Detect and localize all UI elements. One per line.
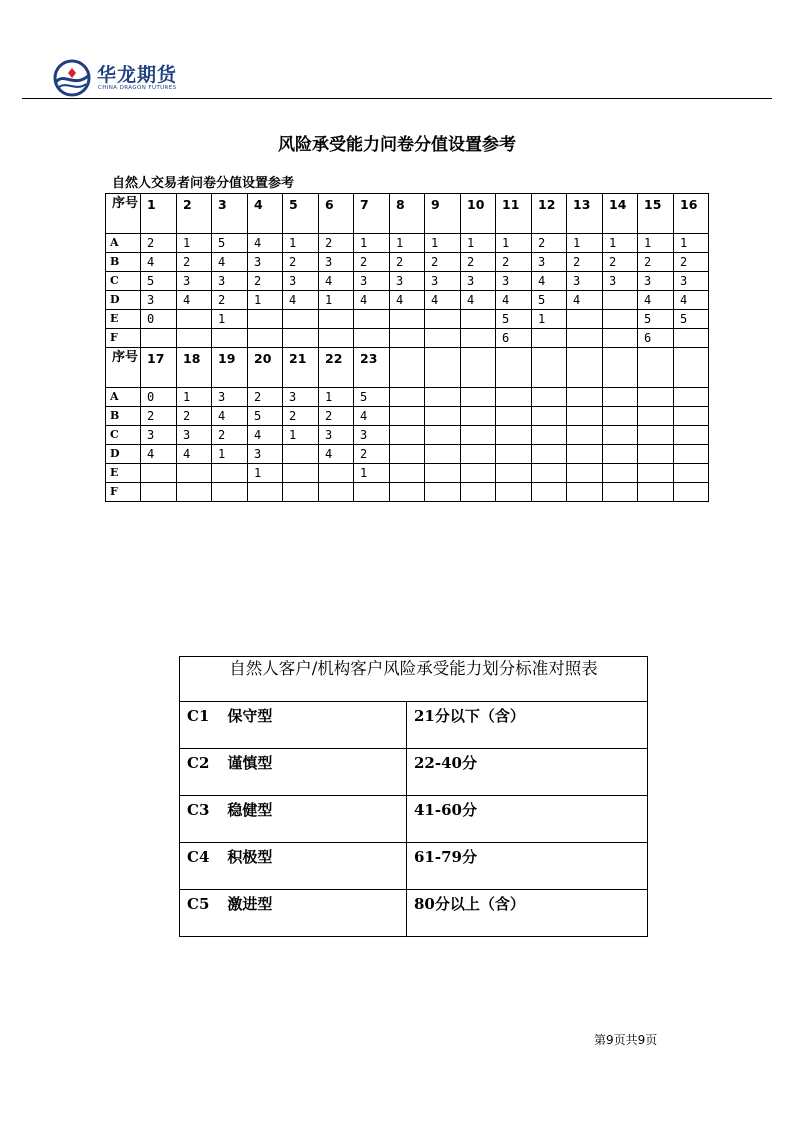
score-cell: [674, 483, 709, 502]
score-cell: [425, 407, 461, 426]
score-table: [105, 193, 709, 502]
score-cell: 5: [638, 310, 674, 329]
question-number: 1: [141, 194, 177, 234]
question-number: 23: [354, 348, 390, 388]
score-cell: [496, 483, 532, 502]
score-cell: 4: [177, 445, 212, 464]
score-cell: 3: [390, 272, 425, 291]
logo-name-cn: 华龙期货: [97, 64, 178, 86]
question-number: 3: [212, 194, 248, 234]
score-cell: [461, 407, 496, 426]
score-cell: 4: [141, 253, 177, 272]
score-cell: [425, 464, 461, 483]
score-cell: [532, 483, 567, 502]
option-score-row: [106, 272, 709, 291]
score-cell: 1: [212, 445, 248, 464]
china-dragon-logo-icon: [52, 58, 92, 98]
score-cell: [603, 388, 638, 407]
score-cell: [638, 388, 674, 407]
score-cell: [638, 464, 674, 483]
score-cell: [532, 329, 567, 348]
question-number: 20: [248, 348, 283, 388]
score-cell: 1: [319, 388, 354, 407]
score-cell: 5: [141, 272, 177, 291]
risk-level-code: C2: [187, 754, 210, 772]
risk-level-code: C4: [187, 848, 210, 866]
option-score-row: [106, 464, 709, 483]
risk-level-range: 21分以下（含）: [407, 702, 648, 749]
score-cell: [461, 388, 496, 407]
score-cell: 4: [354, 407, 390, 426]
option-label: A: [106, 388, 141, 407]
risk-standard-title: 自然人客户/机构客户风险承受能力划分标准对照表: [180, 657, 648, 702]
score-cell: 4: [319, 445, 354, 464]
question-number-label: 序号: [106, 194, 141, 234]
question-number: [603, 348, 638, 388]
question-number: 15: [638, 194, 674, 234]
score-cell: 0: [141, 310, 177, 329]
question-number: 16: [674, 194, 709, 234]
score-cell: 4: [319, 272, 354, 291]
score-cell: 1: [354, 234, 390, 253]
score-cell: 3: [177, 272, 212, 291]
score-cell: [283, 464, 319, 483]
score-cell: 4: [425, 291, 461, 310]
score-cell: 3: [354, 272, 390, 291]
score-cell: 3: [496, 272, 532, 291]
page-header: [0, 0, 794, 100]
score-cell: [425, 388, 461, 407]
score-cell: 2: [141, 234, 177, 253]
score-cell: 2: [390, 253, 425, 272]
risk-level-type: 稳健型: [227, 801, 273, 819]
option-label: D: [106, 291, 141, 310]
option-score-row: [106, 234, 709, 253]
score-cell: [390, 310, 425, 329]
score-cell: 2: [461, 253, 496, 272]
document-title: 风险承受能力问卷分值设置参考: [278, 135, 516, 155]
score-cell: [532, 388, 567, 407]
score-cell: [354, 483, 390, 502]
risk-level-row: [180, 749, 648, 796]
score-cell: [532, 426, 567, 445]
score-cell: [603, 407, 638, 426]
risk-level-range: 61-79分: [407, 843, 648, 890]
option-label: F: [106, 483, 141, 502]
score-cell: [496, 464, 532, 483]
question-number: 19: [212, 348, 248, 388]
risk-level-type: 谨慎型: [227, 754, 273, 772]
score-cell: 3: [141, 291, 177, 310]
score-cell: [567, 464, 603, 483]
score-cell: 4: [177, 291, 212, 310]
score-cell: [390, 445, 425, 464]
score-cell: [603, 445, 638, 464]
score-cell: [496, 388, 532, 407]
score-cell: 1: [461, 234, 496, 253]
question-number: [425, 348, 461, 388]
document-subtitle: 自然人交易者问卷分值设置参考: [112, 176, 295, 191]
risk-level-type: 激进型: [227, 895, 273, 913]
score-cell: [603, 310, 638, 329]
score-cell: [425, 310, 461, 329]
score-cell: [461, 483, 496, 502]
option-score-row: [106, 445, 709, 464]
score-cell: [603, 426, 638, 445]
score-cell: 2: [496, 253, 532, 272]
score-cell: [567, 407, 603, 426]
option-score-row: [106, 329, 709, 348]
score-cell: [603, 483, 638, 502]
question-number-row: [106, 194, 709, 234]
score-cell: 4: [496, 291, 532, 310]
score-cell: 4: [248, 234, 283, 253]
question-number: 8: [390, 194, 425, 234]
question-number: 22: [319, 348, 354, 388]
score-cell: [212, 483, 248, 502]
score-cell: 4: [638, 291, 674, 310]
score-cell: [603, 464, 638, 483]
score-cell: 4: [567, 291, 603, 310]
score-cell: 3: [141, 426, 177, 445]
option-label: B: [106, 253, 141, 272]
score-cell: 2: [674, 253, 709, 272]
score-cell: 5: [496, 310, 532, 329]
score-cell: [638, 483, 674, 502]
risk-level-code: C1: [187, 707, 210, 725]
score-cell: 5: [674, 310, 709, 329]
score-cell: [674, 329, 709, 348]
score-cell: 1: [603, 234, 638, 253]
score-cell: 3: [532, 253, 567, 272]
option-score-row: [106, 253, 709, 272]
question-number: 7: [354, 194, 390, 234]
score-cell: 2: [283, 407, 319, 426]
score-cell: [461, 329, 496, 348]
risk-level-row: [180, 843, 648, 890]
option-label: E: [106, 464, 141, 483]
score-cell: [496, 407, 532, 426]
score-cell: [638, 445, 674, 464]
score-cell: [461, 464, 496, 483]
score-cell: 2: [319, 407, 354, 426]
score-cell: [674, 445, 709, 464]
question-number: 4: [248, 194, 283, 234]
score-cell: [283, 310, 319, 329]
option-score-row: [106, 291, 709, 310]
option-score-row: [106, 426, 709, 445]
risk-standard-table: [179, 656, 648, 937]
score-cell: 2: [248, 272, 283, 291]
option-label: E: [106, 310, 141, 329]
risk-level-range: 80分以上（含）: [407, 890, 648, 937]
page-number: 第9页共9页: [594, 1033, 658, 1047]
score-cell: 2: [319, 234, 354, 253]
score-cell: 4: [532, 272, 567, 291]
score-cell: 2: [212, 426, 248, 445]
score-cell: 2: [177, 407, 212, 426]
score-cell: [177, 464, 212, 483]
question-number: [496, 348, 532, 388]
score-cell: 5: [212, 234, 248, 253]
score-cell: 5: [354, 388, 390, 407]
logo-name-en: CHINA DRAGON FUTURES: [98, 85, 177, 91]
score-cell: [425, 445, 461, 464]
question-number-label: 序号: [106, 348, 141, 388]
option-score-row: [106, 483, 709, 502]
risk-level-type: 保守型: [227, 707, 273, 725]
score-cell: 1: [425, 234, 461, 253]
risk-level-type: 积极型: [227, 848, 273, 866]
score-cell: [177, 483, 212, 502]
question-number-row: [106, 348, 709, 388]
risk-level-row: [180, 796, 648, 843]
score-cell: 1: [212, 310, 248, 329]
question-number: [390, 348, 425, 388]
option-score-row: [106, 407, 709, 426]
score-cell: 2: [354, 445, 390, 464]
score-cell: 4: [390, 291, 425, 310]
score-cell: 4: [212, 407, 248, 426]
score-cell: [638, 426, 674, 445]
score-cell: [141, 464, 177, 483]
risk-level-cell: [180, 702, 407, 749]
risk-level-row: [180, 890, 648, 937]
score-cell: 2: [532, 234, 567, 253]
score-cell: 1: [532, 310, 567, 329]
score-cell: [248, 483, 283, 502]
risk-level-range: 22-40分: [407, 749, 648, 796]
score-cell: [177, 329, 212, 348]
option-score-row: [106, 310, 709, 329]
score-cell: [425, 426, 461, 445]
risk-level-code: C5: [187, 895, 210, 913]
score-cell: 5: [532, 291, 567, 310]
score-cell: [248, 310, 283, 329]
score-cell: 1: [248, 464, 283, 483]
option-label: F: [106, 329, 141, 348]
score-cell: [390, 464, 425, 483]
option-label: A: [106, 234, 141, 253]
score-cell: 3: [567, 272, 603, 291]
score-cell: 1: [283, 426, 319, 445]
score-cell: [354, 310, 390, 329]
score-cell: 1: [283, 234, 319, 253]
score-cell: [638, 407, 674, 426]
score-cell: 1: [638, 234, 674, 253]
score-cell: [532, 407, 567, 426]
score-cell: [532, 445, 567, 464]
score-cell: [461, 310, 496, 329]
question-number: [674, 348, 709, 388]
score-cell: 1: [177, 234, 212, 253]
score-cell: 2: [603, 253, 638, 272]
score-cell: 1: [319, 291, 354, 310]
risk-level-cell: [180, 843, 407, 890]
score-cell: 3: [283, 388, 319, 407]
score-cell: 0: [141, 388, 177, 407]
question-number: 12: [532, 194, 567, 234]
score-cell: [248, 329, 283, 348]
score-cell: [283, 483, 319, 502]
header-divider: [22, 98, 772, 99]
question-number: 13: [567, 194, 603, 234]
score-cell: [567, 483, 603, 502]
score-cell: 3: [283, 272, 319, 291]
score-cell: [674, 464, 709, 483]
score-cell: 3: [212, 272, 248, 291]
score-cell: [674, 388, 709, 407]
score-cell: 3: [461, 272, 496, 291]
score-cell: [496, 426, 532, 445]
score-cell: 4: [461, 291, 496, 310]
score-cell: [603, 329, 638, 348]
question-number: [461, 348, 496, 388]
score-cell: [390, 483, 425, 502]
score-cell: 6: [638, 329, 674, 348]
score-cell: [319, 464, 354, 483]
question-number: [638, 348, 674, 388]
score-cell: 3: [674, 272, 709, 291]
score-cell: 4: [248, 426, 283, 445]
score-cell: 3: [212, 388, 248, 407]
question-number: 10: [461, 194, 496, 234]
score-cell: 2: [425, 253, 461, 272]
score-cell: [567, 388, 603, 407]
score-cell: [674, 426, 709, 445]
risk-level-range: 41-60分: [407, 796, 648, 843]
option-label: B: [106, 407, 141, 426]
option-label: C: [106, 426, 141, 445]
score-cell: 3: [319, 426, 354, 445]
score-cell: [461, 445, 496, 464]
score-cell: [461, 426, 496, 445]
question-number: 11: [496, 194, 532, 234]
question-number: 5: [283, 194, 319, 234]
question-number: 21: [283, 348, 319, 388]
score-cell: 2: [638, 253, 674, 272]
score-cell: 3: [177, 426, 212, 445]
score-cell: 2: [141, 407, 177, 426]
score-cell: [319, 310, 354, 329]
risk-level-row: [180, 702, 648, 749]
score-cell: 4: [674, 291, 709, 310]
score-cell: 1: [674, 234, 709, 253]
option-label: D: [106, 445, 141, 464]
score-cell: 1: [496, 234, 532, 253]
score-cell: [141, 483, 177, 502]
score-cell: [567, 445, 603, 464]
question-number: 9: [425, 194, 461, 234]
score-cell: 1: [390, 234, 425, 253]
risk-level-code: C3: [187, 801, 210, 819]
option-score-row: [106, 388, 709, 407]
score-cell: [567, 426, 603, 445]
score-cell: 1: [354, 464, 390, 483]
score-cell: 5: [248, 407, 283, 426]
score-cell: 2: [177, 253, 212, 272]
score-cell: 1: [177, 388, 212, 407]
score-cell: [354, 329, 390, 348]
score-cell: 3: [319, 253, 354, 272]
score-cell: [674, 407, 709, 426]
risk-level-cell: [180, 796, 407, 843]
score-cell: [177, 310, 212, 329]
score-cell: 3: [354, 426, 390, 445]
score-cell: 4: [212, 253, 248, 272]
score-cell: 3: [248, 445, 283, 464]
score-cell: [212, 329, 248, 348]
score-cell: 1: [567, 234, 603, 253]
score-cell: [319, 483, 354, 502]
question-number: 2: [177, 194, 212, 234]
score-cell: 3: [248, 253, 283, 272]
question-number: 17: [141, 348, 177, 388]
score-cell: [390, 426, 425, 445]
question-number: 18: [177, 348, 212, 388]
score-cell: 6: [496, 329, 532, 348]
score-cell: 2: [212, 291, 248, 310]
score-cell: [319, 329, 354, 348]
score-cell: [425, 329, 461, 348]
score-cell: 2: [283, 253, 319, 272]
score-cell: 1: [248, 291, 283, 310]
score-cell: 4: [141, 445, 177, 464]
score-cell: 4: [354, 291, 390, 310]
score-cell: [496, 445, 532, 464]
score-cell: 2: [567, 253, 603, 272]
score-cell: [390, 329, 425, 348]
option-label: C: [106, 272, 141, 291]
risk-standard-header-row: [180, 657, 648, 702]
risk-level-cell: [180, 890, 407, 937]
score-cell: [532, 464, 567, 483]
risk-level-cell: [180, 749, 407, 796]
question-number: 14: [603, 194, 638, 234]
question-number: 6: [319, 194, 354, 234]
question-number: [532, 348, 567, 388]
score-cell: [283, 329, 319, 348]
question-number: [567, 348, 603, 388]
score-cell: [212, 464, 248, 483]
score-cell: 2: [354, 253, 390, 272]
score-cell: [567, 310, 603, 329]
score-cell: [390, 407, 425, 426]
score-cell: [567, 329, 603, 348]
score-cell: [141, 329, 177, 348]
score-cell: 2: [248, 388, 283, 407]
score-cell: [425, 483, 461, 502]
score-cell: 4: [283, 291, 319, 310]
score-cell: 3: [638, 272, 674, 291]
score-cell: 3: [425, 272, 461, 291]
score-cell: [603, 291, 638, 310]
score-cell: [390, 388, 425, 407]
score-cell: [283, 445, 319, 464]
score-cell: 3: [603, 272, 638, 291]
